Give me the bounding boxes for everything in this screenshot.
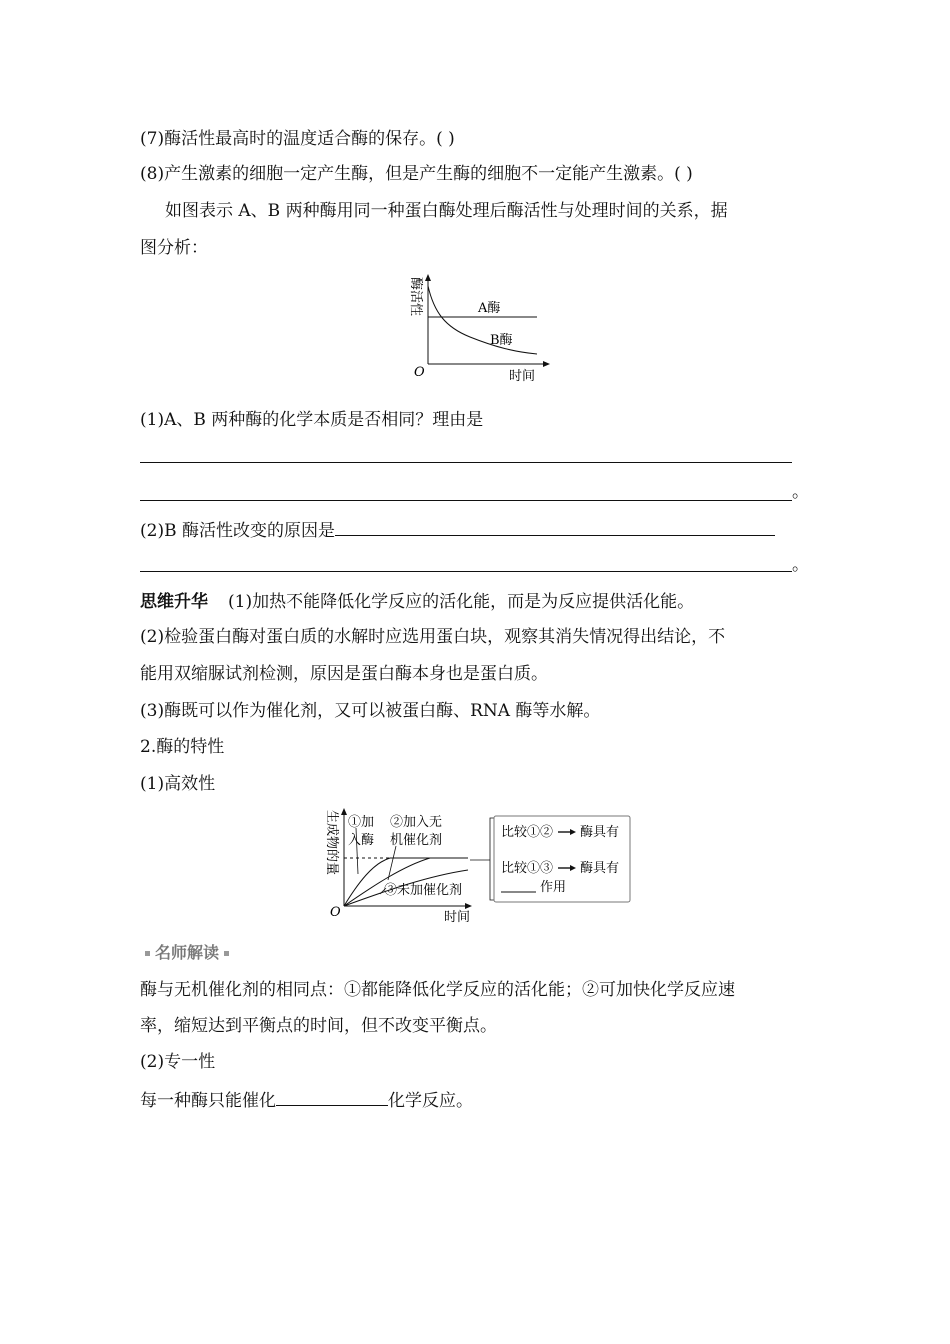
famous-teacher-text: 名师解读 (155, 943, 220, 962)
compare-2-label: 比较①③ (501, 861, 554, 876)
thinking-p2-line1: (2)检验蛋白酶对蛋白质的水解时应选用蛋白块，观察其消失情况得出结论，不 (140, 627, 726, 647)
thinking-label: 思维升华 (140, 592, 208, 612)
specificity-text-before: 每一种酶只能催化 (140, 1091, 276, 1111)
fig2-y-axis-arrow (341, 808, 347, 815)
thinking-text-1: (1)加热不能降低化学反应的活化能，而是为反应提供活化能。 (228, 592, 695, 612)
answer-end-mark-2: 。 (792, 555, 809, 575)
x-axis-arrow (543, 361, 550, 367)
answer-end-mark-1: 。 (792, 482, 809, 502)
curve-1-label-b: 入酶 (348, 833, 375, 848)
statement-7: (7)酶活性最高时的温度适合酶的保存。( ) (140, 129, 455, 149)
efficiency-heading: (1)高效性 (140, 774, 216, 794)
efficiency-figure (318, 808, 638, 926)
famous-p2: 率，缩短达到平衡点的时间，但不改变平衡点。 (140, 1016, 497, 1036)
question-2-blank[interactable] (335, 517, 775, 536)
square-icon (224, 951, 229, 956)
thinking-p2-line2: 能用双缩脲试剂检测，原因是蛋白酶本身也是蛋白质。 (140, 664, 548, 684)
enzyme-activity-figure (400, 272, 550, 387)
y-axis-arrow (425, 274, 431, 281)
famous-teacher-label (140, 940, 234, 963)
compare-1-result: 酶具有 (580, 825, 620, 840)
curve-1-label-a: ①加 (348, 815, 375, 830)
fig2-x-axis-arrow (465, 903, 472, 909)
question-2 (140, 517, 775, 543)
thinking-p3: (3)酶既可以作为催化剂，又可以被蛋白酶、RNA 酶等水解。 (140, 701, 601, 721)
thinking-p1 (140, 590, 694, 614)
answer-line-2[interactable] (140, 500, 792, 501)
curve-2-label-b: 机催化剂 (390, 833, 443, 848)
fig2-x-axis-label: 时间 (444, 910, 471, 925)
y-axis-label: 酶活性 (408, 277, 423, 317)
statement-8: (8)产生激素的细胞一定产生酶，但是产生酶的细胞不一定能产生激素。( ) (140, 164, 693, 184)
x-axis-label: 时间 (509, 369, 536, 384)
series-a-label: A酶 (478, 301, 501, 316)
answer-line-1[interactable] (140, 462, 792, 463)
section-2-heading: 2.酶的特性 (140, 737, 225, 757)
question-1: (1)A、B 两种酶的化学本质是否相同？理由是 (140, 410, 484, 430)
answer-line-3[interactable] (140, 571, 792, 572)
specificity-blank[interactable] (276, 1087, 388, 1106)
specificity-text-after: 化学反应。 (388, 1091, 473, 1111)
intro-line-1: 如图表示 A、B 两种酶用同一种蛋白酶处理后酶活性与处理时间的关系，据 (165, 201, 728, 221)
compare-1-label: 比较①② (501, 825, 554, 840)
origin-label: O (414, 365, 425, 380)
series-b-label: B酶 (490, 333, 513, 348)
compare-2-suffix: 作用 (540, 880, 567, 895)
specificity-heading: (2)专一性 (140, 1052, 216, 1072)
compare-2-result: 酶具有 (580, 861, 620, 876)
famous-p1: 酶与无机催化剂的相同点：①都能降低化学反应的活化能；②可加快化学反应速 (140, 980, 735, 1000)
intro-line-2: 图分析： (140, 238, 208, 258)
specificity-sentence (140, 1087, 473, 1113)
curve-2-label-a: ②加入无 (390, 815, 443, 830)
fig2-y-axis-label: 生成物的量 (324, 810, 339, 876)
fig2-origin-label: O (330, 905, 341, 920)
square-icon (145, 951, 150, 956)
curve-3-label: ③未加催化剂 (384, 883, 463, 898)
series-b-curve (428, 286, 537, 354)
question-2-text: (2)B 酶活性改变的原因是 (140, 521, 335, 541)
